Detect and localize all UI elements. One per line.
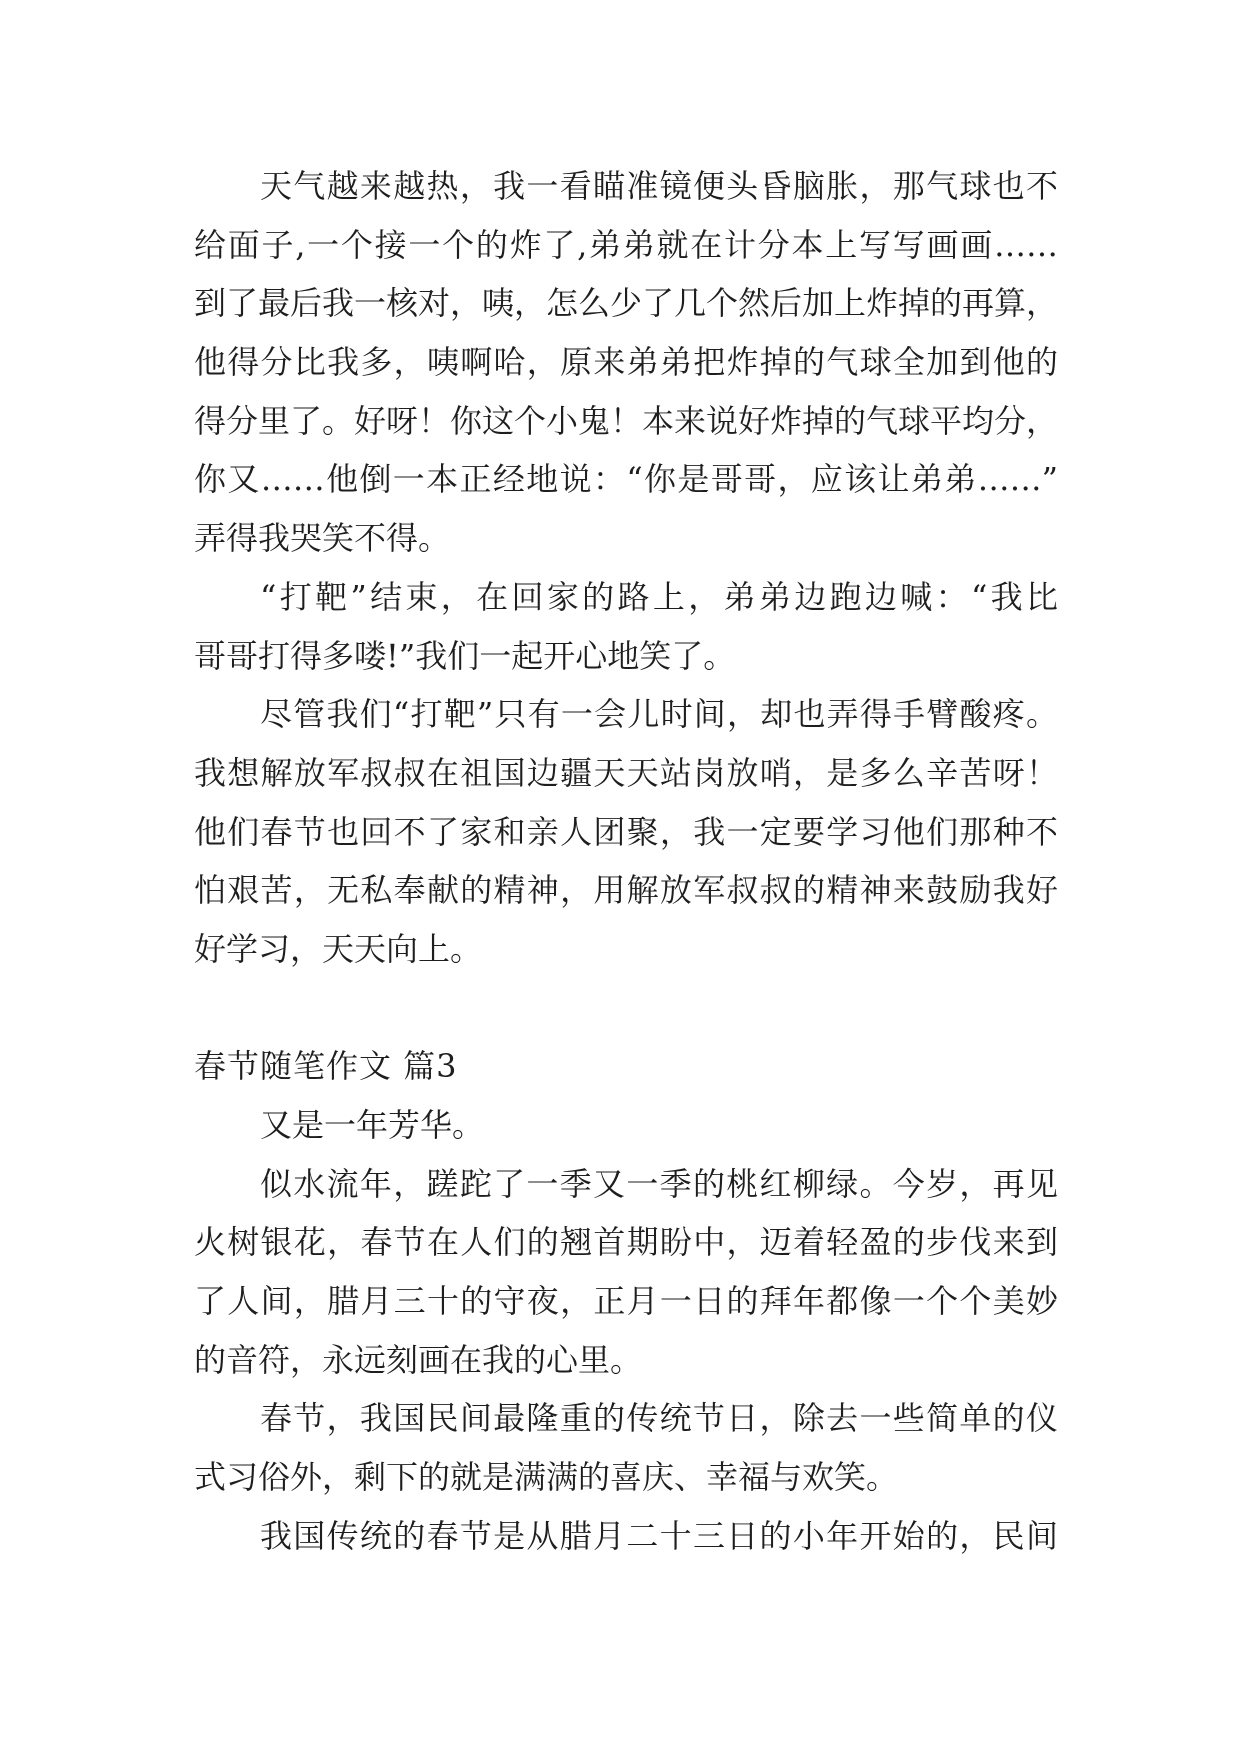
paragraph-line: “打靶”结束，在回家的路上，弟弟边跑边喊：“我比 [260,577,1058,616]
paragraph-line: 了人间，腊月三十的守夜，正月一日的拜年都像一个个美妙 [194,1282,1058,1321]
document-body [194,157,1058,1566]
paragraph-line: 又是一年芳华。 [260,1106,485,1144]
blank-line [194,979,1058,1038]
paragraph-line: 火树银花，春节在人们的翘首期盼中，迈着轻盈的步伐来到 [194,1223,1058,1262]
paragraph-line: 式习俗外，剩下的就是满满的喜庆、幸福与欢笑。 [194,1458,899,1497]
paragraph-line: 我国传统的春节是从腊月二十三日的小年开始的，民间 [260,1516,1058,1555]
paragraph [194,157,1058,568]
paragraph-line: 怕艰苦，无私奉献的精神，用解放军叔叔的精神来鼓励我好 [194,871,1058,910]
paragraph-line: 给面子,一个接一个的炸了,弟弟就在计分本上写写画画…… [194,225,1058,264]
paragraph-line: 天气越来越热，我一看瞄准镜便头昏脑胀，那气球也不 [260,167,1058,205]
paragraph-line: 我想解放军叔叔在祖国边疆天天站岗放哨，是多么辛苦呀！ [194,753,1058,792]
paragraph-line: 哥哥打得多喽!”我们一起开心地笑了。 [194,636,736,675]
paragraph [194,685,1058,978]
paragraph-line: 他们春节也回不了家和亲人团聚，我一定要学习他们那种不 [194,812,1058,851]
section-heading: 春节随笔作文 篇3 [194,1047,458,1086]
paragraph-line: 好学习，天天向上。 [194,929,483,968]
paragraph-line: 得分里了。好呀！你这个小鬼！本来说好炸掉的气球平均分， [194,401,1059,440]
paragraph-line: 的音符，永远刻画在我的心里。 [194,1340,643,1379]
paragraph [194,1389,1058,1506]
paragraph-line: 似水流年，蹉跎了一季又一季的桃红柳绿。今岁，再见 [260,1164,1058,1203]
paragraph [194,1155,1058,1390]
paragraph [194,1096,1058,1155]
paragraph-line: 到了最后我一核对，咦，怎么少了几个然后加上炸掉的再算， [194,284,1059,323]
paragraph-line: 弄得我哭笑不得。 [194,519,451,558]
paragraph-line: 春节，我国民间最隆重的传统节日，除去一些简单的仪 [260,1399,1058,1438]
paragraph [194,568,1058,685]
paragraph-line: 他得分比我多，咦啊哈，原来弟弟把炸掉的气球全加到他的 [194,343,1058,382]
paragraph-line: 尽管我们“打靶”只有一会儿时间，却也弄得手臂酸疼。 [260,695,1058,734]
paragraph [194,1507,1058,1566]
paragraph-line: 你又……他倒一本正经地说：“你是哥哥，应该让弟弟……” [194,460,1058,499]
